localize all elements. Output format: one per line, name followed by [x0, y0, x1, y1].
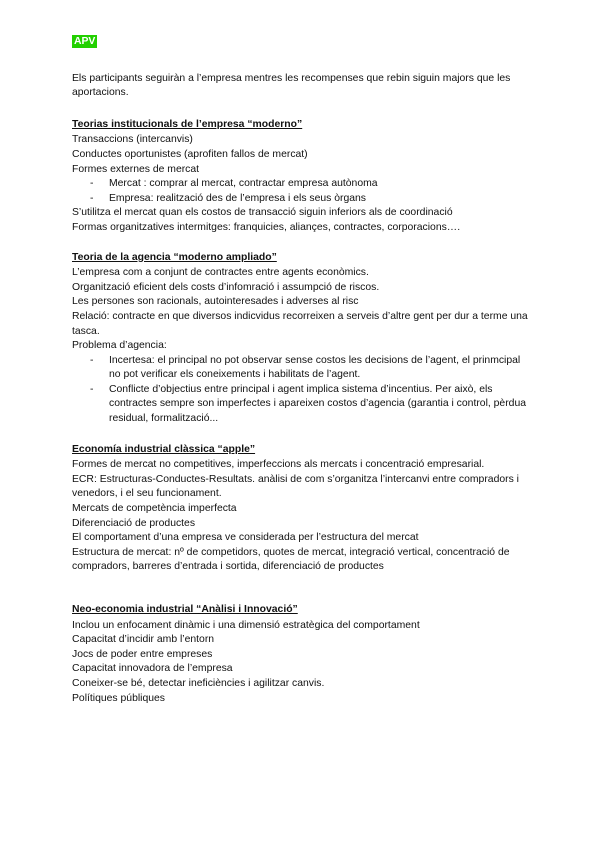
section-institucionals [72, 118, 532, 236]
text-line: Formas organitzatives intermitges: franquicies, aliançes, contractes, corporacions…. [72, 221, 461, 233]
text-line: L’empresa com a conjunt de contractes entre agents econòmics. [72, 267, 369, 279]
text-line: Conductes oportunistes (aprofiten fallos de mercat) [72, 148, 308, 160]
section-title: Neo-economia industrial “Anàlisi i Innovació” [72, 604, 298, 615]
text-line: Jocs de poder entre empreses [72, 648, 213, 660]
text-line: Problema d’agencia: [72, 340, 167, 352]
document-page [72, 35, 532, 706]
section-agencia [72, 251, 532, 427]
list-item: - Mercat : comprar al mercat, contractar empresa autònoma [72, 177, 532, 192]
bullet-list [72, 354, 532, 427]
section-economia-classica [72, 443, 532, 575]
section-title: Economía industrial clàssica “apple” [72, 443, 256, 455]
list-item: - Incertesa: el principal no pot observar sense costos les decisions de l’agent, el prinmcipal no pot verificar els coneixements i habilitats de l’agent. [72, 354, 532, 383]
text-line: Coneixer-se bé, detectar ineficiències i agilitzar canvis. [72, 677, 325, 689]
text-line: Polítiques públiques [72, 692, 166, 704]
text-line: Capacitat d’incidir amb l’entorn [72, 634, 215, 646]
text-line: El comportament d’una empresa ve considerada per l’estructura del mercat [72, 532, 419, 544]
text-line: S’utilitza el mercat quan els costos de transacció siguin inferiors als de coordinació [72, 207, 453, 219]
text-line: Inclou un enfocament dinàmic i una dimensió estratègica del comportament [72, 619, 420, 631]
text-line: Organització eficient dels costs d’infomració i assumpció de riscos. [72, 281, 380, 293]
text-line: Les persones son racionals, autointeresades i adverses al risc [72, 296, 359, 308]
list-item: - Conflicte d’objectius entre principal i agent implica sistema d’incentius. Per això, els contractes sempre son imperfectes i apareixen costos d’agencia (garantia i control, pèrdua residual, formalització... [72, 383, 532, 427]
text-line: Formes de mercat no competitives, imperfeccions als mercats i concentració empresarial. [72, 459, 485, 471]
text-line: Transaccions (intercanvis) [72, 134, 193, 146]
text-line: Estructura de mercat: nº de competidors, quotes de mercat, integració vertical, concentració de compradors, barreres d’entrada i sortida, diferenciació de productes [72, 546, 510, 573]
bullet-list [72, 177, 532, 206]
text-line: Capacitat innovadora de l’empresa [72, 663, 233, 675]
list-item: - Empresa: realització des de l’empresa i els seus òrgans [72, 192, 532, 207]
text-line: Diferenciació de productes [72, 517, 196, 529]
text-line: ECR: Estructuras-Conductes-Resultats. anàlisi de com s’organitza l’intercanvi entre compradors i venedors, i el seu funcionament. [72, 473, 519, 500]
section-title: Teoria de la agencia “moderno ampliado” [72, 251, 277, 263]
highlight-tag: APV [74, 36, 96, 47]
section-neo-economia [72, 603, 532, 706]
text-line: Relació: contracte en que diversos indicvidus recorreixen a serveis d’altre gent per dur a terme una tasca. [72, 310, 528, 337]
section-title: Teorias institucionals de l’empresa “moderno” [72, 118, 303, 130]
text-line: Formes externes de mercat [72, 163, 200, 175]
text-line: Mercats de competència imperfecta [72, 503, 237, 515]
intro-paragraph: Els participants seguiràn a l’empresa mentres les recompenses que rebin siguin majors que les aportacions. [72, 72, 511, 99]
